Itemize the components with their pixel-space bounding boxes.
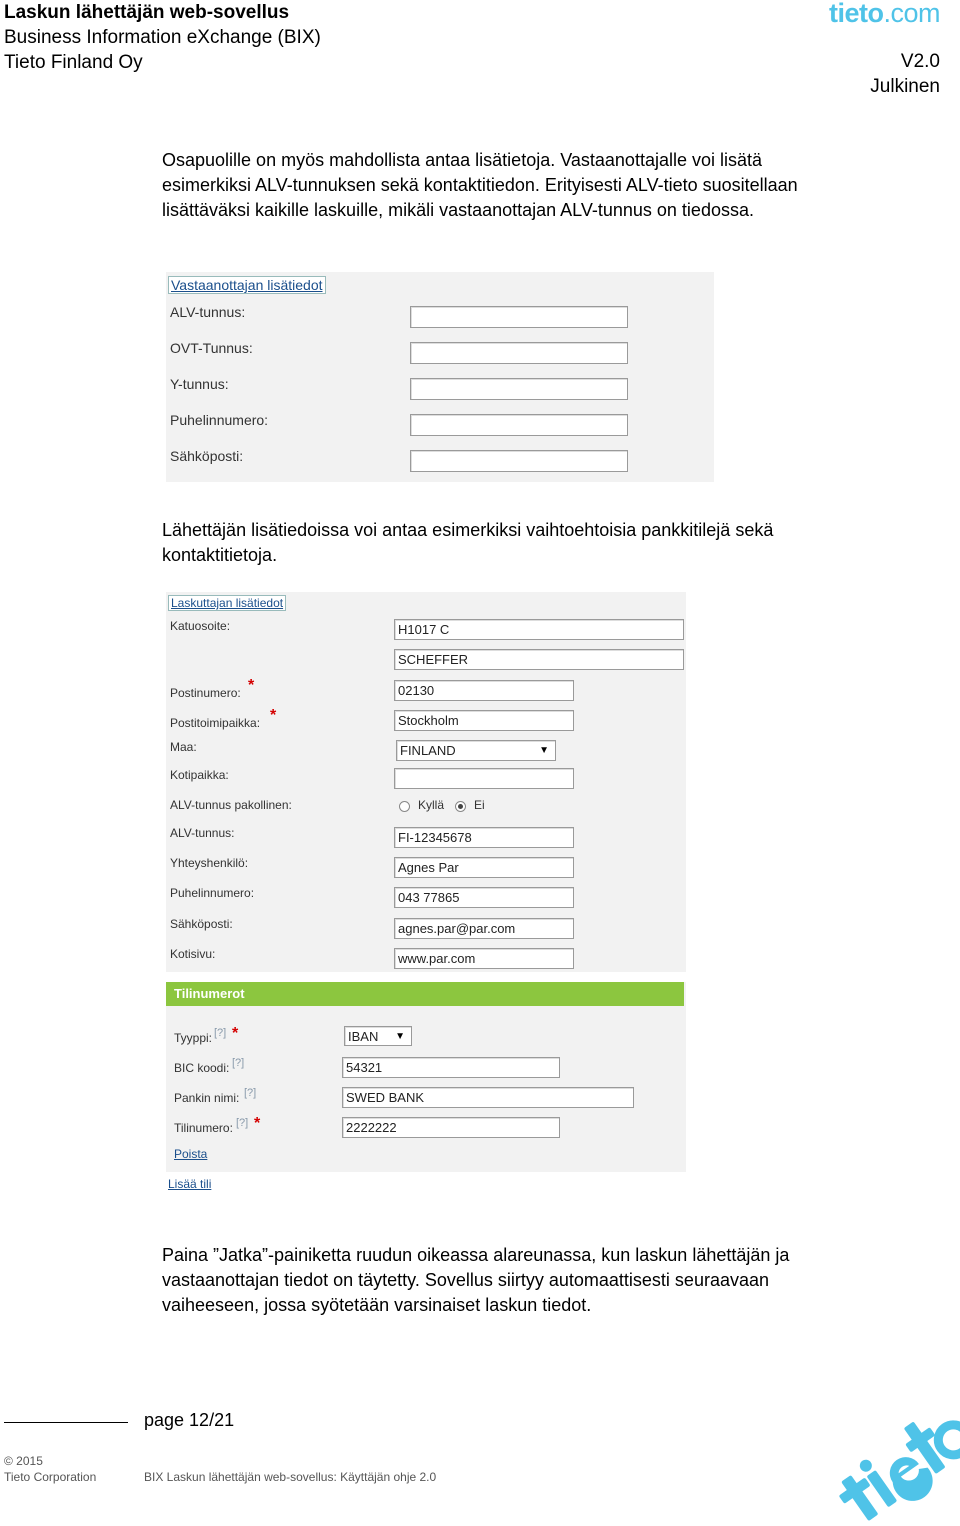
recipient-vat-input[interactable] [410,306,628,328]
city-label: Postitoimipaikka: [170,716,261,730]
email-input[interactable]: agnes.par@par.com [394,918,574,939]
chevron-down-icon: ▼ [539,745,549,756]
homepage-label: Kotisivu: [170,947,216,961]
version-label: V2.0 [900,51,940,72]
account-type-select[interactable] [344,1026,412,1046]
sender-form-screenshot [166,592,686,972]
vat-required-no-radio[interactable] [455,801,466,812]
company-name: Tieto Finland Oy [4,52,143,73]
chevron-down-icon: ▼ [395,1031,405,1042]
recipient-ovt-label: OVT-Tunnus: [170,340,253,356]
account-number-required-mark: * [254,1115,261,1132]
recipient-vat-label: ALV-tunnus: [170,304,246,320]
postcode-required-mark: * [248,677,255,694]
contact-input[interactable]: Agnes Par [394,857,574,878]
bic-input[interactable]: 54321 [342,1057,560,1078]
tieto-logo-icon [820,1396,960,1526]
remove-account-link[interactable]: Poista [174,1147,208,1161]
postcode-input[interactable]: 02130 [394,680,574,701]
vat-required-yes-label: Kyllä [418,798,445,812]
corporation: Tieto Corporation [4,1470,97,1484]
account-type-help-icon[interactable]: [?] [214,1027,227,1039]
bic-label: BIC koodi: [174,1061,230,1075]
classification-label: Julkinen [870,76,940,97]
recipient-phone-input[interactable] [410,414,628,436]
recipient-business-id-label: Y-tunnus: [170,376,229,392]
street-input-1[interactable]: H1017 C [394,619,684,640]
recipient-email-input[interactable] [410,450,628,472]
recipient-business-id-input[interactable] [410,378,628,400]
street-input-2[interactable]: SCHEFFER [394,649,684,670]
footer-divider [4,1422,128,1423]
homepage-input[interactable]: www.par.com [394,948,574,969]
bank-name-help-icon[interactable]: [?] [244,1087,257,1099]
vat-required-yes-radio[interactable] [399,801,410,812]
sender-form-title: Laskuttajan lisätiedot [168,595,286,611]
account-type-value: IBAN [348,1029,379,1044]
account-number-input[interactable]: 2222222 [342,1117,560,1138]
country-select-value: FINLAND [400,743,456,758]
recipient-ovt-input[interactable] [410,342,628,364]
recipient-phone-label: Puhelinnumero: [170,412,269,428]
brand-prefix: tieto [828,0,884,28]
bic-help-icon[interactable]: [?] [232,1057,245,1069]
bank-name-input[interactable]: SWED BANK [342,1087,634,1108]
recipient-form-screenshot [166,272,714,482]
phone-label: Puhelinnumero: [170,886,255,900]
accounts-header: Tilinumerot [174,986,245,1001]
bank-name-label: Pankin nimi: [174,1091,240,1105]
street-label: Katuosoite: [170,619,231,633]
page-number: page 12/21 [144,1410,235,1430]
vat-input[interactable]: FI-12345678 [394,827,574,848]
accounts-header-bar [166,982,684,1006]
document-subtitle: Business Information eXchange (BIX) [4,27,321,48]
recipient-form-title: Vastaanottajan lisätiedot [168,276,326,294]
sender-paragraph: Lähettäjän lisätiedoissa voi antaa esimerkiksi vaihtoehtoisia pankkitilejä sekä kontaktitietoja. [162,520,774,565]
country-label: Maa: [170,740,197,754]
city-input[interactable]: Stockholm [394,710,574,731]
vat-required-no-label: Ei [474,798,485,812]
brand-suffix: .com [883,0,940,28]
account-number-label: Tilinumero: [174,1121,233,1135]
copyright: © 2015 [4,1454,43,1468]
account-number-help-icon[interactable]: [?] [236,1117,249,1129]
recipient-email-label: Sähköposti: [170,448,244,464]
account-type-label: Tyyppi: [174,1031,213,1045]
brand-logo [829,0,940,29]
intro-paragraph: Osapuolille on myös mahdollista antaa lisätietoja. Vastaanottajalle voi lisätä esimerkiksi ALV-tunnuksen sekä kontaktitiedon. Erityisesti ALV-tieto suositellaan lisättäväksi kaikille laskuille, mikäli vastaanottajan ALV-tunnus on tiedossa. [162,150,798,220]
footer-document-title: BIX Laskun lähettäjän web-sovellus: Käyttäjän ohje 2.0 [144,1470,437,1484]
domicile-input[interactable] [394,768,574,789]
vat-label: ALV-tunnus: [170,826,235,840]
outro-paragraph: Paina ”Jatka”-painiketta ruudun oikeassa alareunassa, kun laskun lähettäjän ja vastaanottajan tiedot on täytetty. Sovellus siirtyy automaattisesti seuraavaan vaiheeseen, jossa syötetään varsinaiset laskun tiedot. [162,1245,790,1315]
add-account-link[interactable]: Lisää tili [168,1177,212,1191]
postcode-label: Postinumero: [170,686,241,700]
account-type-required-mark: * [232,1025,239,1042]
domicile-label: Kotipaikka: [170,768,229,782]
contact-label: Yhteyshenkilö: [170,856,249,870]
country-select[interactable] [396,740,556,761]
phone-input[interactable]: 043 77865 [394,887,574,908]
city-required-mark: * [270,707,277,724]
email-label: Sähköposti: [170,917,233,931]
vat-required-label: ALV-tunnus pakollinen: [170,798,292,812]
document-title: Laskun lähettäjän web-sovellus [4,2,290,23]
accounts-screenshot [166,982,686,1172]
